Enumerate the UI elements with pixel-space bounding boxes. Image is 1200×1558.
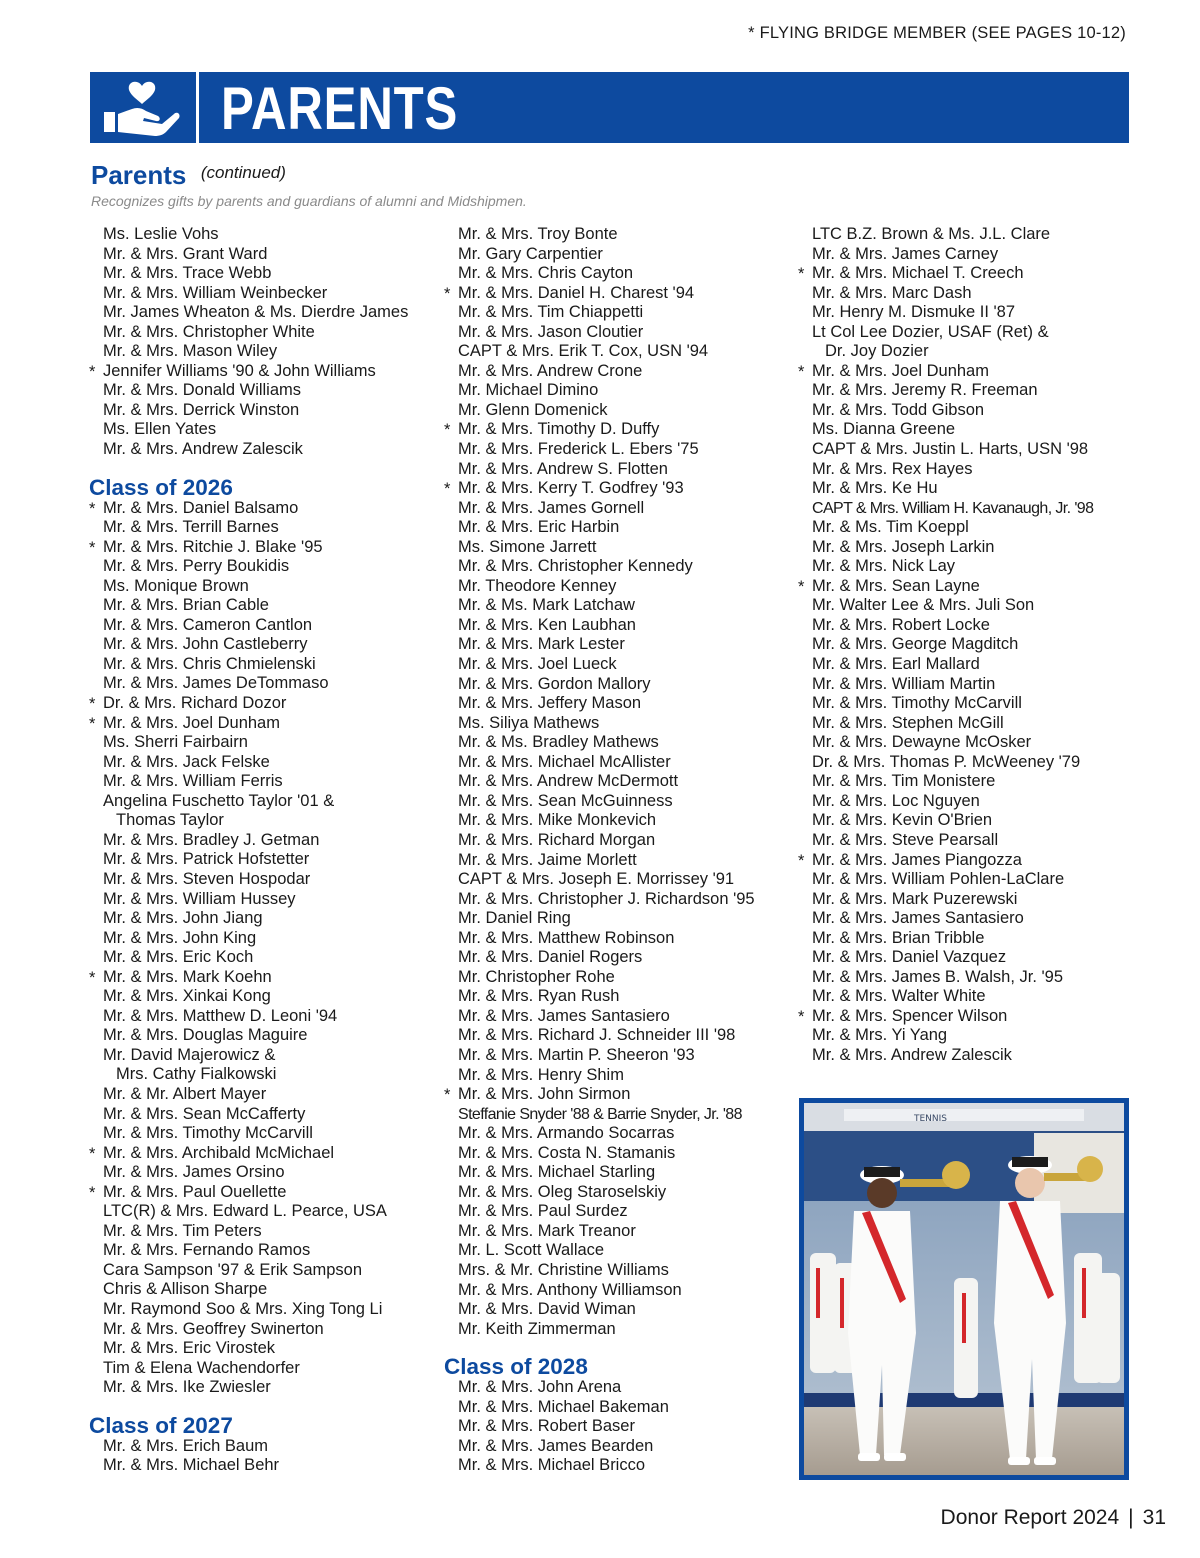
donor-name: Mr. & Mrs. Daniel Rogers (458, 948, 643, 967)
donor-name: Mr. & Mrs. Jack Felske (103, 752, 270, 771)
footer-label: Donor Report 2024 (940, 1506, 1120, 1529)
donor-name: Mr. & Mrs. Rex Hayes (812, 459, 973, 478)
parents-banner (90, 72, 1129, 143)
donor-name: Mr. & Mrs. Christopher White (103, 322, 315, 341)
flying-bridge-legend: * FLYING BRIDGE MEMBER (SEE PAGES 10-12) (748, 24, 1126, 42)
donor-name: Mr. & Mrs. Brian Tribble (812, 928, 985, 947)
donor-name: Ms. Siliya Mathews (458, 713, 600, 732)
heart-in-hand-icon (102, 78, 182, 138)
donor-name: Mr. & Mrs. James Carney (812, 244, 999, 263)
page-footer (941, 1506, 1166, 1530)
donor-name: Mr. & Mrs. Andrew McDermott (458, 772, 679, 791)
donor-name-flying-bridge: * Mr. & Mrs. Joel Dunham (798, 362, 1143, 382)
donor-name: Mr. & Mrs. William Hussey (103, 889, 296, 908)
donor-name: Mr. & Mrs. Fernando Ramos (103, 1241, 311, 1260)
donor-name: Mr. & Mrs. Anthony Williamson (458, 1280, 682, 1299)
donor-name: Mr. & Mrs. Todd Gibson (812, 400, 985, 419)
donor-name: Mr. & Mrs. James DeTommaso (103, 674, 329, 693)
donor-name: Mr. & Mrs. Sean McGuinness (458, 791, 673, 810)
donor-name: Mrs. & Mr. Christine Williams (458, 1260, 669, 1279)
donor-name-flying-bridge: * Mr. & Mrs. John Sirmon (444, 1085, 789, 1105)
donor-name: Mr. & Mrs. Paul Surdez (458, 1202, 628, 1221)
donor-name: Mr. & Mrs. Michael Behr (103, 1456, 280, 1475)
donor-name: Mr. & Mrs. Ike Zwiesler (103, 1378, 271, 1397)
page-number: 31 (1142, 1506, 1166, 1529)
donor-name: Mr. & Mrs. Jeremy R. Freeman (812, 381, 1038, 400)
donor-name: Chris & Allison Sharpe (103, 1280, 268, 1299)
donor-name: Mr. Henry M. Dismuke II '87 (812, 303, 1016, 322)
donor-name: Mr. & Mrs. William Pohlen-LaClare (812, 870, 1065, 889)
footer-separator: | (1128, 1506, 1134, 1529)
donor-name: Mr. & Mrs. Tim Peters (103, 1221, 262, 1240)
donor-name: Mr. Raymond Soo & Mrs. Xing Tong Li (103, 1299, 383, 1318)
donor-name: LTC(R) & Mrs. Edward L. Pearce, USA (103, 1202, 387, 1221)
donor-name: Mr. & Mrs. Joseph Larkin (812, 537, 995, 556)
donor-name: Mr. & Mrs. Richard J. Schneider III '98 (458, 1026, 736, 1045)
donor-name: Mr. & Mrs. Steve Pearsall (812, 830, 999, 849)
donor-name: Mr. & Ms. Mark Latchaw (458, 596, 635, 615)
donor-name: Mr. & Mrs. Gordon Mallory (458, 674, 651, 693)
donor-name: Mr. & Mrs. Ryan Rush (458, 987, 620, 1006)
donor-name: Mr. Theodore Kenney (458, 576, 617, 595)
donor-name: Mr. & Mrs. Trace Webb (103, 264, 272, 283)
donor-name: Mr. & Mrs. Timothy McCarvill (103, 1124, 313, 1143)
donor-name: Mr. & Mrs. Jaime Morlett (458, 850, 637, 869)
donor-name: Mr. & Mrs. James Gornell (458, 498, 645, 517)
donor-name: Mr. & Mrs. Daniel Vazquez (812, 948, 1007, 967)
class-heading: Class of 2026 (89, 474, 233, 500)
donor-name: Mr. & Mrs. Andrew Crone (458, 361, 643, 380)
donor-name: CAPT & Mrs. Joseph E. Morrissey '91 (458, 870, 735, 889)
donor-name: Mr. & Mrs. Perry Boukidis (103, 557, 290, 576)
band-photo (799, 1098, 1129, 1480)
donor-name: Mr. & Mrs. Sean McCafferty (103, 1104, 306, 1123)
donor-column-3 (798, 225, 1143, 1066)
donor-name: Ms. Ellen Yates (103, 420, 217, 439)
donor-name: Mr. & Mrs. Andrew S. Flotten (458, 459, 668, 478)
donor-name: Mr. & Mrs. Douglas Maguire (103, 1026, 308, 1045)
donor-name: Mr. & Mrs. Frederick L. Ebers '75 (458, 440, 699, 459)
donor-name-flying-bridge: * Mr. & Mrs. Joel Dunham (89, 714, 434, 734)
donor-name: Mr. & Mrs. Chris Cayton (458, 264, 634, 283)
donor-name: Mr. & Mrs. John King (103, 928, 257, 947)
donor-name: Mr. & Mrs. Tim Monistere (812, 772, 996, 791)
donor-name: Tim & Elena Wachendorfer (103, 1358, 300, 1377)
donor-name-flying-bridge: * Mr. & Mrs. Archibald McMichael (89, 1144, 434, 1164)
donor-name: Mr. & Mrs. Derrick Winston (103, 400, 300, 419)
donor-name: Steffanie Snyder '88 & Barrie Snyder, Jr. '88 (458, 1105, 742, 1123)
donor-name: Mr. & Mrs. Costa N. Stamanis (458, 1143, 676, 1162)
donor-name: Mr. & Mrs. Chris Chmielenski (103, 654, 316, 673)
donor-name: Mr. Daniel Ring (458, 909, 571, 928)
donor-name: Mr. & Mrs. Loc Nguyen (812, 791, 980, 810)
donor-name: Mr. & Mr. Albert Mayer (103, 1084, 267, 1103)
donor-name: Mr. & Mrs. Matthew D. Leoni '94 (103, 1006, 338, 1025)
donor-name: Mr. & Mrs. James B. Walsh, Jr. '95 (812, 967, 1064, 986)
donor-name: Mr. & Mrs. William Martin (812, 674, 996, 693)
donor-name: Mr. & Mrs. James Bearden (458, 1436, 654, 1455)
donor-name: Mr. & Mrs. Cameron Cantlon (103, 615, 313, 634)
donor-name: Mr. & Mrs. Jeffery Mason (458, 694, 642, 713)
donor-name-flying-bridge: * Mr. & Mrs. Daniel Balsamo (89, 499, 434, 519)
donor-name: Mr. & Mrs. Robert Baser (458, 1417, 635, 1436)
donor-name: Mr. & Mrs. Erich Baum (103, 1436, 269, 1455)
donor-name: Mr. & Mrs. Mark Treanor (458, 1221, 636, 1240)
donor-name: Mr. & Mrs. Geoffrey Swinerton (103, 1319, 324, 1338)
donor-name: Mr. Christopher Rohe (458, 967, 615, 986)
donor-name: Mr. & Mrs. Jason Cloutier (458, 322, 644, 341)
donor-name: Mr. & Mrs. James Orsino (103, 1163, 285, 1182)
donor-name-flying-bridge: * Mr. & Mrs. Daniel H. Charest '94 (444, 284, 789, 304)
donor-name: Ms. Sherri Fairbairn (103, 733, 248, 752)
donor-name: CAPT & Mrs. William H. Kavanaugh, Jr. '98 (812, 499, 1094, 517)
donor-name: Mr. & Mrs. Mason Wiley (103, 342, 278, 361)
donor-name: Mr. & Mrs. Donald Williams (103, 381, 302, 400)
donor-name: Mr. & Mrs. Andrew Zalescik (812, 1045, 1012, 1064)
donor-name: Mr. & Mrs. Mark Puzerewski (812, 889, 1018, 908)
donor-name: Angelina Fuschetto Taylor '01 & (103, 791, 335, 810)
donor-name-flying-bridge: * Mr. & Mrs. Spencer Wilson (798, 1007, 1143, 1027)
donor-name: Mr. James Wheaton & Ms. Dierdre James (103, 303, 409, 322)
donor-name: Mr. & Mrs. Stephen McGill (812, 713, 1004, 732)
donor-name: Mr. & Mrs. Mike Monkevich (458, 811, 657, 830)
donor-name: Mr. & Mrs. Joel Lueck (458, 655, 617, 674)
donor-name: Mr. & Mrs. Christopher Kennedy (458, 557, 693, 576)
donor-name: Mr. & Mrs. Tim Chiappetti (458, 303, 644, 322)
donor-name: Mr. & Mrs. Martin P. Sheeron '93 (458, 1045, 695, 1064)
donor-name-flying-bridge: * Jennifer Williams '90 & John Williams (89, 362, 434, 382)
donor-name: Mr. & Mrs. Richard Morgan (458, 830, 656, 849)
donor-name: Mr. & Mrs. Dewayne McOsker (812, 733, 1032, 752)
donor-name: Mr. & Mrs. Terrill Barnes (103, 518, 279, 537)
donor-column-1 (89, 225, 434, 1476)
donor-name-flying-bridge: * Mr. & Mrs. Mark Koehn (89, 968, 434, 988)
donor-name: Mr. & Mrs. George Magditch (812, 635, 1019, 654)
donor-name: Mr. & Mrs. Walter White (812, 987, 986, 1006)
donor-name: Mr. & Mrs. Grant Ward (103, 244, 268, 263)
donor-name: Dr. Joy Dozier (825, 342, 929, 361)
donor-name: CAPT & Mrs. Erik T. Cox, USN '94 (458, 342, 709, 361)
class-heading: Class of 2028 (444, 1354, 588, 1380)
banner-title: PARENTS (221, 75, 459, 142)
donor-name: LTC B.Z. Brown & Ms. J.L. Clare (812, 225, 1051, 243)
donor-name: Mr. & Mrs. Henry Shim (458, 1065, 624, 1084)
donor-name: Mr. & Mrs. Michael Starling (458, 1163, 656, 1182)
donor-name: Mr. & Mrs. William Ferris (103, 772, 283, 791)
donor-name: Mr. & Mrs. Eric Harbin (458, 518, 620, 537)
donor-name: Mr. & Mrs. Timothy McCarvill (812, 694, 1022, 713)
donor-name: Mr. & Mrs. Troy Bonte (458, 225, 618, 243)
donor-name: Ms. Dianna Greene (812, 420, 956, 439)
donor-column-2 (444, 225, 789, 1476)
donor-name-flying-bridge: * Dr. & Mrs. Richard Dozor (89, 694, 434, 714)
donor-name: Mr. David Majerowicz & (103, 1045, 276, 1064)
donor-name: Mr. & Mrs. Patrick Hofstetter (103, 850, 310, 869)
donor-name: Mr. & Mrs. James Santasiero (812, 909, 1024, 928)
donor-name: Mr. & Mrs. Mark Lester (458, 635, 625, 654)
donor-name: Mr. & Mrs. James Santasiero (458, 1006, 670, 1025)
section-header (91, 160, 286, 191)
donor-name: Mr. & Mrs. Yi Yang (812, 1026, 948, 1045)
donor-name: Mr. Michael Dimino (458, 381, 599, 400)
donor-name: Mr. & Mrs. Michael Bakeman (458, 1397, 669, 1416)
donor-name: Dr. & Mrs. Thomas P. McWeeney '79 (812, 752, 1081, 771)
donor-name: Mr. & Mrs. John Castleberry (103, 635, 308, 654)
section-subtitle: Recognizes gifts by parents and guardians of alumni and Midshipmen. (91, 193, 527, 209)
donor-name-flying-bridge: * Mr. & Mrs. Kerry T. Godfrey '93 (444, 479, 789, 499)
donor-name: Mr. & Ms. Tim Koeppl (812, 518, 969, 537)
donor-name: Mr. & Mrs. William Weinbecker (103, 283, 328, 302)
section-continued: (continued) (200, 163, 286, 182)
donor-name: Mrs. Cathy Fialkowski (116, 1065, 277, 1084)
donor-name: Mr. & Mrs. Earl Mallard (812, 655, 980, 674)
donor-name: Mr. & Mrs. Eric Koch (103, 948, 254, 967)
donor-name: Mr. Keith Zimmerman (458, 1319, 616, 1338)
donor-name: Ms. Leslie Vohs (103, 225, 219, 243)
donor-name: Mr. & Mrs. Armando Socarras (458, 1124, 675, 1143)
class-heading: Class of 2027 (89, 1412, 233, 1438)
donor-name: Mr. & Mrs. Brian Cable (103, 596, 269, 615)
donor-name: Lt Col Lee Dozier, USAF (Ret) & (812, 322, 1049, 341)
donor-name: Mr. & Mrs. Oleg Staroselskiy (458, 1182, 667, 1201)
section-title: Parents (91, 160, 187, 190)
donor-name: Mr. Walter Lee & Mrs. Juli Son (812, 596, 1035, 615)
donor-name: Mr. & Mrs. Michael Bricco (458, 1456, 646, 1475)
donor-name: Mr. & Ms. Bradley Mathews (458, 733, 659, 752)
donor-name: Mr. & Mrs. Kevin O'Brien (812, 811, 993, 830)
donor-name: Mr. & Mrs. Robert Locke (812, 615, 990, 634)
donor-name: Mr. & Mrs. John Arena (458, 1378, 622, 1397)
photo-sign: TENNIS (914, 1114, 948, 1124)
donor-name: Ms. Simone Jarrett (458, 537, 597, 556)
donor-name: Thomas Taylor (116, 811, 224, 830)
donor-name: Mr. & Mrs. Michael McAllister (458, 752, 671, 771)
donor-name-flying-bridge: * Mr. & Mrs. Sean Layne (798, 577, 1143, 597)
donor-name: Mr. & Mrs. Marc Dash (812, 283, 972, 302)
donor-name: Mr. & Mrs. Matthew Robinson (458, 928, 675, 947)
donor-name: Mr. & Mrs. Eric Virostek (103, 1339, 276, 1358)
donor-name: Ms. Monique Brown (103, 576, 249, 595)
donor-name-flying-bridge: * Mr. & Mrs. Timothy D. Duffy (444, 420, 789, 440)
donor-name: Mr. & Mrs. Andrew Zalescik (103, 440, 303, 459)
donor-name: Mr. & Mrs. Steven Hospodar (103, 869, 311, 888)
donor-name: Cara Sampson '97 & Erik Sampson (103, 1260, 363, 1279)
donor-name-flying-bridge: * Mr. & Mrs. Paul Ouellette (89, 1183, 434, 1203)
donor-name: CAPT & Mrs. Justin L. Harts, USN '98 (812, 440, 1089, 459)
banner-divider (196, 72, 199, 143)
donor-name: Mr. & Mrs. David Wiman (458, 1300, 636, 1319)
donor-name: Mr. L. Scott Wallace (458, 1241, 605, 1260)
donor-name: Mr. & Mrs. Bradley J. Getman (103, 830, 320, 849)
donor-name: Mr. & Mrs. Xinkai Kong (103, 987, 271, 1006)
donor-name: Mr. & Mrs. John Jiang (103, 909, 263, 928)
donor-name: Mr. Glenn Domenick (458, 400, 608, 419)
donor-name-flying-bridge: * Mr. & Mrs. Michael T. Creech (798, 264, 1143, 284)
donor-name: Mr. & Mrs. Christopher J. Richardson '95 (458, 889, 755, 908)
donor-name: Mr. & Mrs. Nick Lay (812, 557, 956, 576)
donor-name-flying-bridge: * Mr. & Mrs. James Piangozza (798, 851, 1143, 871)
donor-name: Mr. & Mrs. Ken Laubhan (458, 615, 636, 634)
donor-name: Mr. & Mrs. Ke Hu (812, 479, 938, 498)
donor-name-flying-bridge: * Mr. & Mrs. Ritchie J. Blake '95 (89, 538, 434, 558)
donor-name: Mr. Gary Carpentier (458, 244, 603, 263)
